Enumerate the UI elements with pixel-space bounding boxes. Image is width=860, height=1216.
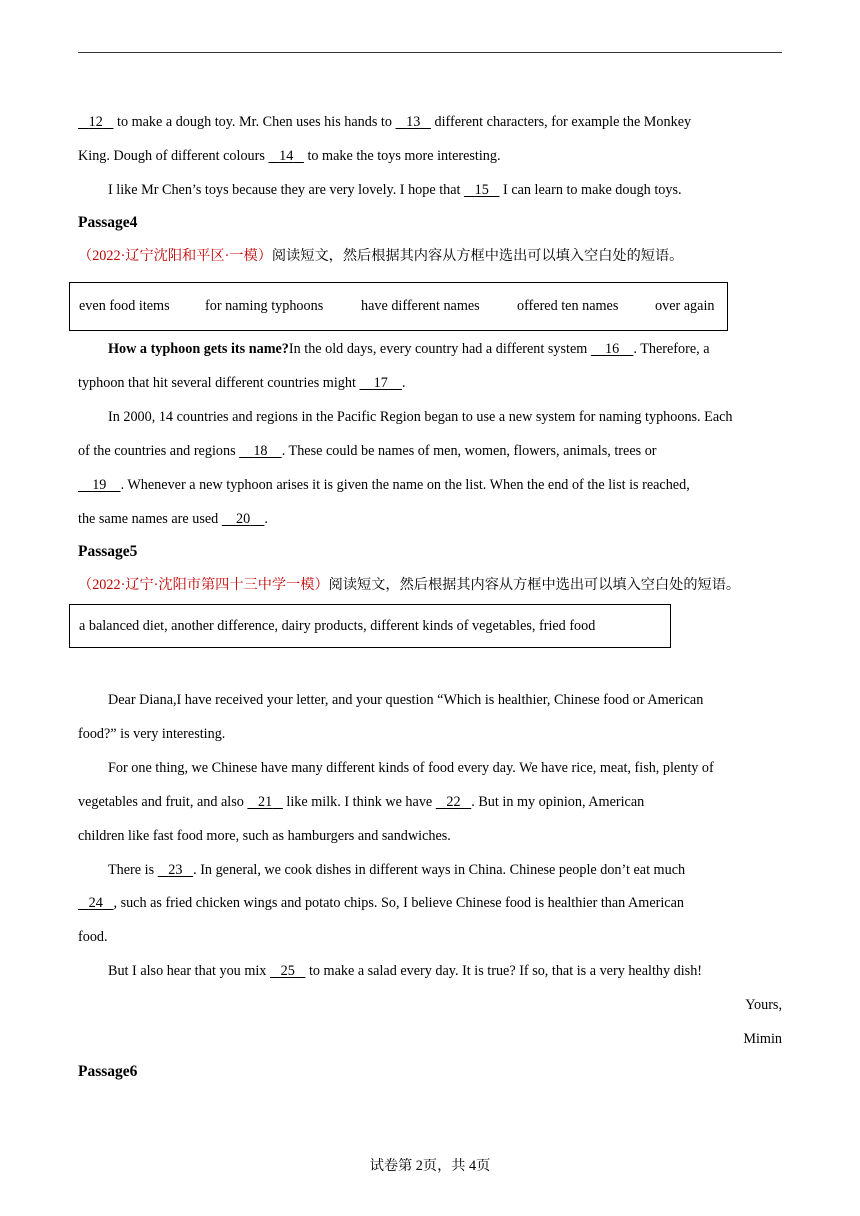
passage5-line-9: But I also hear that you mix 25 to make a salad every day. It is true? If so, that is a very healthy dish!: [108, 963, 703, 979]
option: offered ten names: [517, 298, 619, 314]
passage4-word-box: [69, 282, 728, 331]
passage5-line-8: food.: [78, 929, 108, 945]
header-rule: [78, 52, 782, 53]
passage4-p2-line-1: In 2000, 14 countries and regions in the Pacific Region began to use a new system for naming typhoons. Each: [108, 409, 733, 425]
option: for naming typhoons: [205, 298, 324, 314]
passage4-p2-line-3: 19 . Whenever a new typhoon arises it is given the name on the list. When the end of the list is reached,: [92, 477, 690, 493]
blank-23: 23: [168, 862, 183, 878]
passage6-title: Passage6: [78, 1063, 138, 1080]
blank-18: 18: [253, 443, 268, 459]
passage4-source: （2022·辽宁沈阳和平区·一模）: [78, 248, 272, 264]
passage4-p2-line-4: the same names are used 20 .: [78, 511, 268, 527]
blank-17: 17: [373, 375, 388, 391]
passage5-line-7: 24 , such as fried chicken wings and potato chips. So, I believe Chinese food is healthier than American: [88, 895, 684, 911]
page-footer: 试卷第 2页，共 4页: [369, 1158, 491, 1174]
passage5-line-1: Dear Diana,I have received your letter, and your question “Which is healthier, Chinese food or American: [108, 692, 704, 708]
blank-19: 19: [92, 477, 107, 493]
option: have different names: [361, 298, 480, 314]
passage5-word-box: [69, 604, 671, 648]
letter-closing: Yours,: [745, 997, 782, 1013]
option: over again: [655, 298, 715, 314]
passage4-p1-line-1: How a typhoon gets its name?In the old days, every country had a different system 16 . Therefore, a: [108, 341, 710, 357]
passage5-title: Passage5: [78, 543, 138, 560]
passage4-instruction: 阅读短文，然后根据其内容从方框中选出可以填入空白处的短语。: [271, 248, 684, 264]
passage5-source: （2022·辽宁·沈阳市第四十三中学一模）: [78, 577, 329, 593]
blank-20: 20: [235, 511, 251, 527]
letter-signature: Mimin: [743, 1031, 782, 1047]
blank-16: 16: [605, 341, 620, 357]
blank-22: 22: [446, 794, 461, 810]
option: even food items: [79, 298, 170, 314]
passage5-line-6: There is 23 . In general, we cook dishes in different ways in China. Chinese people don’t eat much: [108, 862, 686, 878]
blank-12: 12: [88, 114, 103, 130]
passage3-line-3: I like Mr Chen’s toys because they are very lovely. I hope that 15 I can learn to make dough toys.: [108, 182, 682, 198]
blank-25: 25: [280, 963, 295, 979]
passage5-options: a balanced diet, another difference, dairy products, different kinds of vegetables, fried food: [79, 617, 596, 634]
passage4-source-line: [78, 246, 683, 266]
blank-15: 15: [474, 182, 489, 198]
blank-13: 13: [406, 114, 421, 130]
passage5-line-5: children like fast food more, such as hamburgers and sandwiches.: [78, 828, 451, 844]
blank-24: 24: [88, 895, 103, 911]
passage5-line-2: food?” is very interesting.: [78, 726, 226, 742]
passage4-title: Passage4: [78, 214, 138, 231]
passage5-line-4: vegetables and fruit, and also 21 like milk. I think we have 22 . But in my opinion, American: [78, 794, 645, 810]
blank-14: 14: [279, 148, 294, 164]
passage5-source-line: [78, 575, 740, 595]
passage4-p2-line-2: of the countries and regions 18 . These could be names of men, women, flowers, animals, trees or: [78, 443, 657, 459]
blank-21: 21: [258, 794, 273, 810]
passage4-p1-line-2: typhoon that hit several different countries might 17 .: [78, 375, 406, 391]
passage5-line-3: For one thing, we Chinese have many different kinds of food every day. We have rice, meat, fish, plenty of: [108, 760, 714, 776]
passage5-instruction: 阅读短文，然后根据其内容从方框中选出可以填入空白处的短语。: [328, 577, 741, 593]
passage3-line-2: King. Dough of different colours 14 to make the toys more interesting.: [78, 148, 501, 164]
passage3-line-1: 12 to make a dough toy. Mr. Chen uses his hands to 13 different characters, for example the Monkey: [88, 114, 692, 130]
